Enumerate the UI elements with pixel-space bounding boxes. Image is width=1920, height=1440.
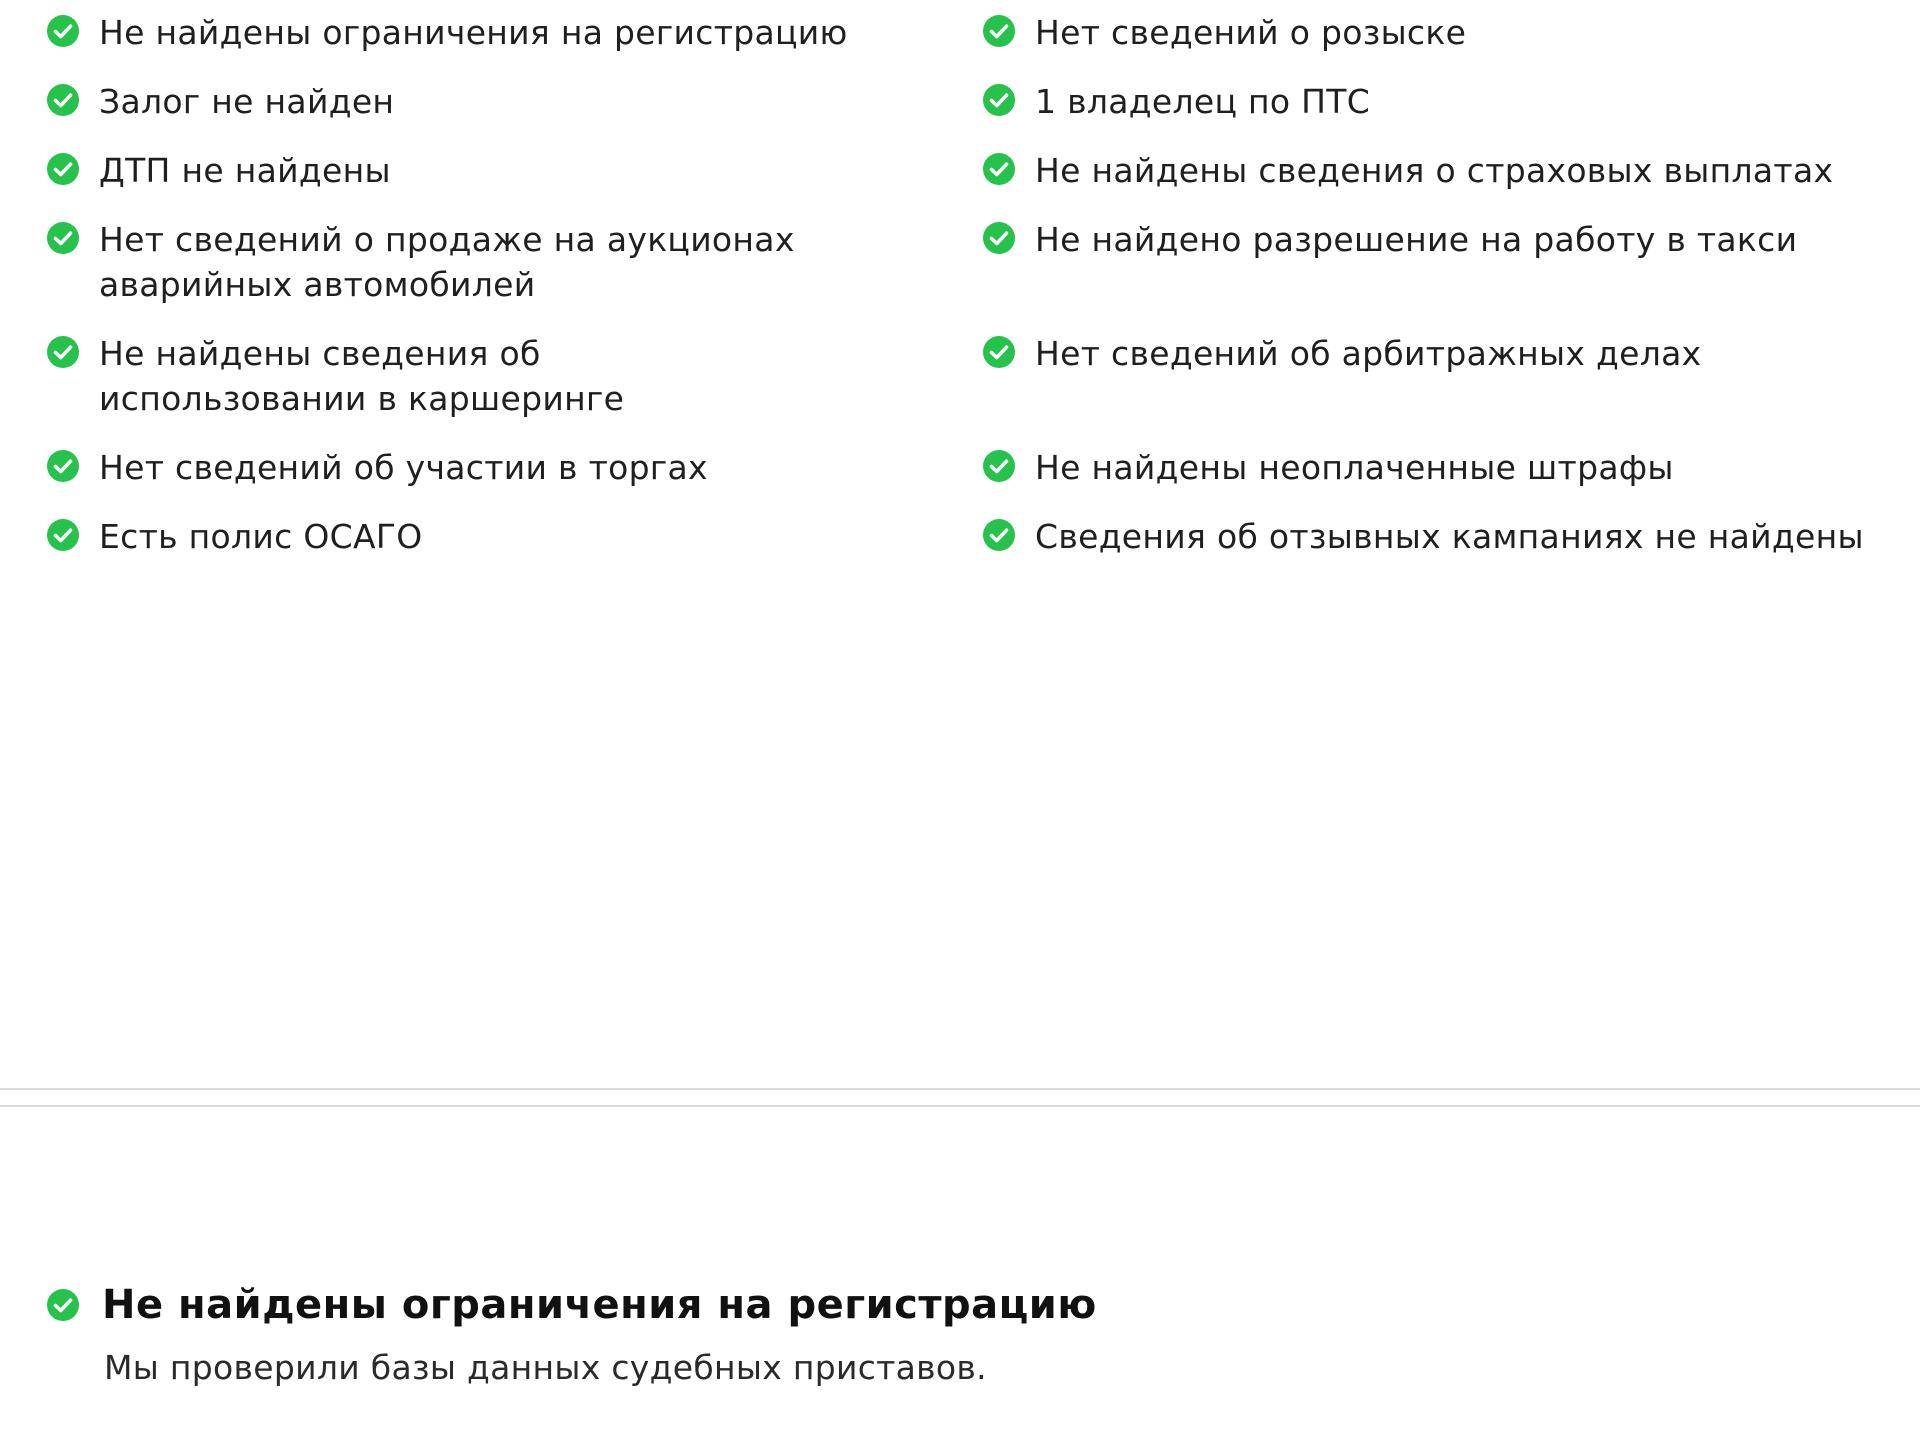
check-item-label: Сведения об отзывных кампаниях не найдены [1035, 517, 1864, 556]
check-item-carsharing [0, 331, 968, 421]
check-item-label: Не найдены сведения об использовании в каршеринге [99, 334, 625, 418]
check-circle-icon [46, 518, 80, 552]
check-circle-icon [982, 518, 1016, 552]
check-circle-icon [982, 14, 1016, 48]
check-item-arbitration [968, 331, 1920, 421]
detail-description: Мы проверили базы данных судебных приставов. [104, 1348, 987, 1387]
check-circle-icon [46, 152, 80, 186]
check-item-label: Не найдены сведения о страховых выплатах [1035, 151, 1834, 190]
check-item-label: 1 владелец по ПТС [1035, 82, 1371, 121]
check-item-label: Нет сведений о продаже на аукционах аварийных автомобилей [99, 220, 795, 304]
check-circle-icon [982, 335, 1016, 369]
detail-title: Не найдены ограничения на регистрацию [102, 1282, 1097, 1328]
check-item-owners [968, 79, 1920, 124]
detail-section-registration-restrictions [46, 1280, 1846, 1390]
section-divider [0, 1088, 1920, 1090]
check-circle-icon [46, 449, 80, 483]
check-item-tenders [0, 445, 968, 490]
check-circle-icon [982, 221, 1016, 255]
check-item-fines [968, 445, 1920, 490]
check-circle-icon [982, 83, 1016, 117]
check-item-label: Нет сведений о розыске [1035, 13, 1467, 52]
check-item-label: Есть полис ОСАГО [99, 517, 423, 556]
check-item-registration-restrictions [0, 10, 968, 55]
check-item-wanted [968, 10, 1920, 55]
check-circle-icon [46, 83, 80, 117]
check-item-insurance-payouts [968, 148, 1920, 193]
check-item-accidents [0, 148, 968, 193]
check-circle-icon [46, 1288, 80, 1322]
section-divider [0, 1105, 1920, 1107]
check-circle-icon [46, 335, 80, 369]
check-item-pledge [0, 79, 968, 124]
check-item-label: ДТП не найдены [99, 151, 391, 190]
check-item-label: Не найдены ограничения на регистрацию [99, 13, 848, 52]
check-item-label: Нет сведений об участии в торгах [99, 448, 708, 487]
check-item-label: Залог не найден [99, 82, 395, 121]
check-circle-icon [46, 221, 80, 255]
check-item-recall-campaigns [968, 514, 1920, 559]
check-circle-icon [982, 449, 1016, 483]
check-item-label: Не найдены неоплаченные штрафы [1035, 448, 1674, 487]
check-item-salvage-auctions [0, 217, 968, 307]
check-item-label: Не найдено разрешение на работу в такси [1035, 220, 1798, 259]
check-circle-icon [46, 14, 80, 48]
checks-summary-grid [0, 0, 1920, 559]
detail-header [46, 1280, 1846, 1330]
check-item-taxi-permit [968, 217, 1920, 307]
check-item-label: Нет сведений об арбитражных делах [1035, 334, 1702, 373]
check-item-osago [0, 514, 968, 559]
check-circle-icon [982, 152, 1016, 186]
